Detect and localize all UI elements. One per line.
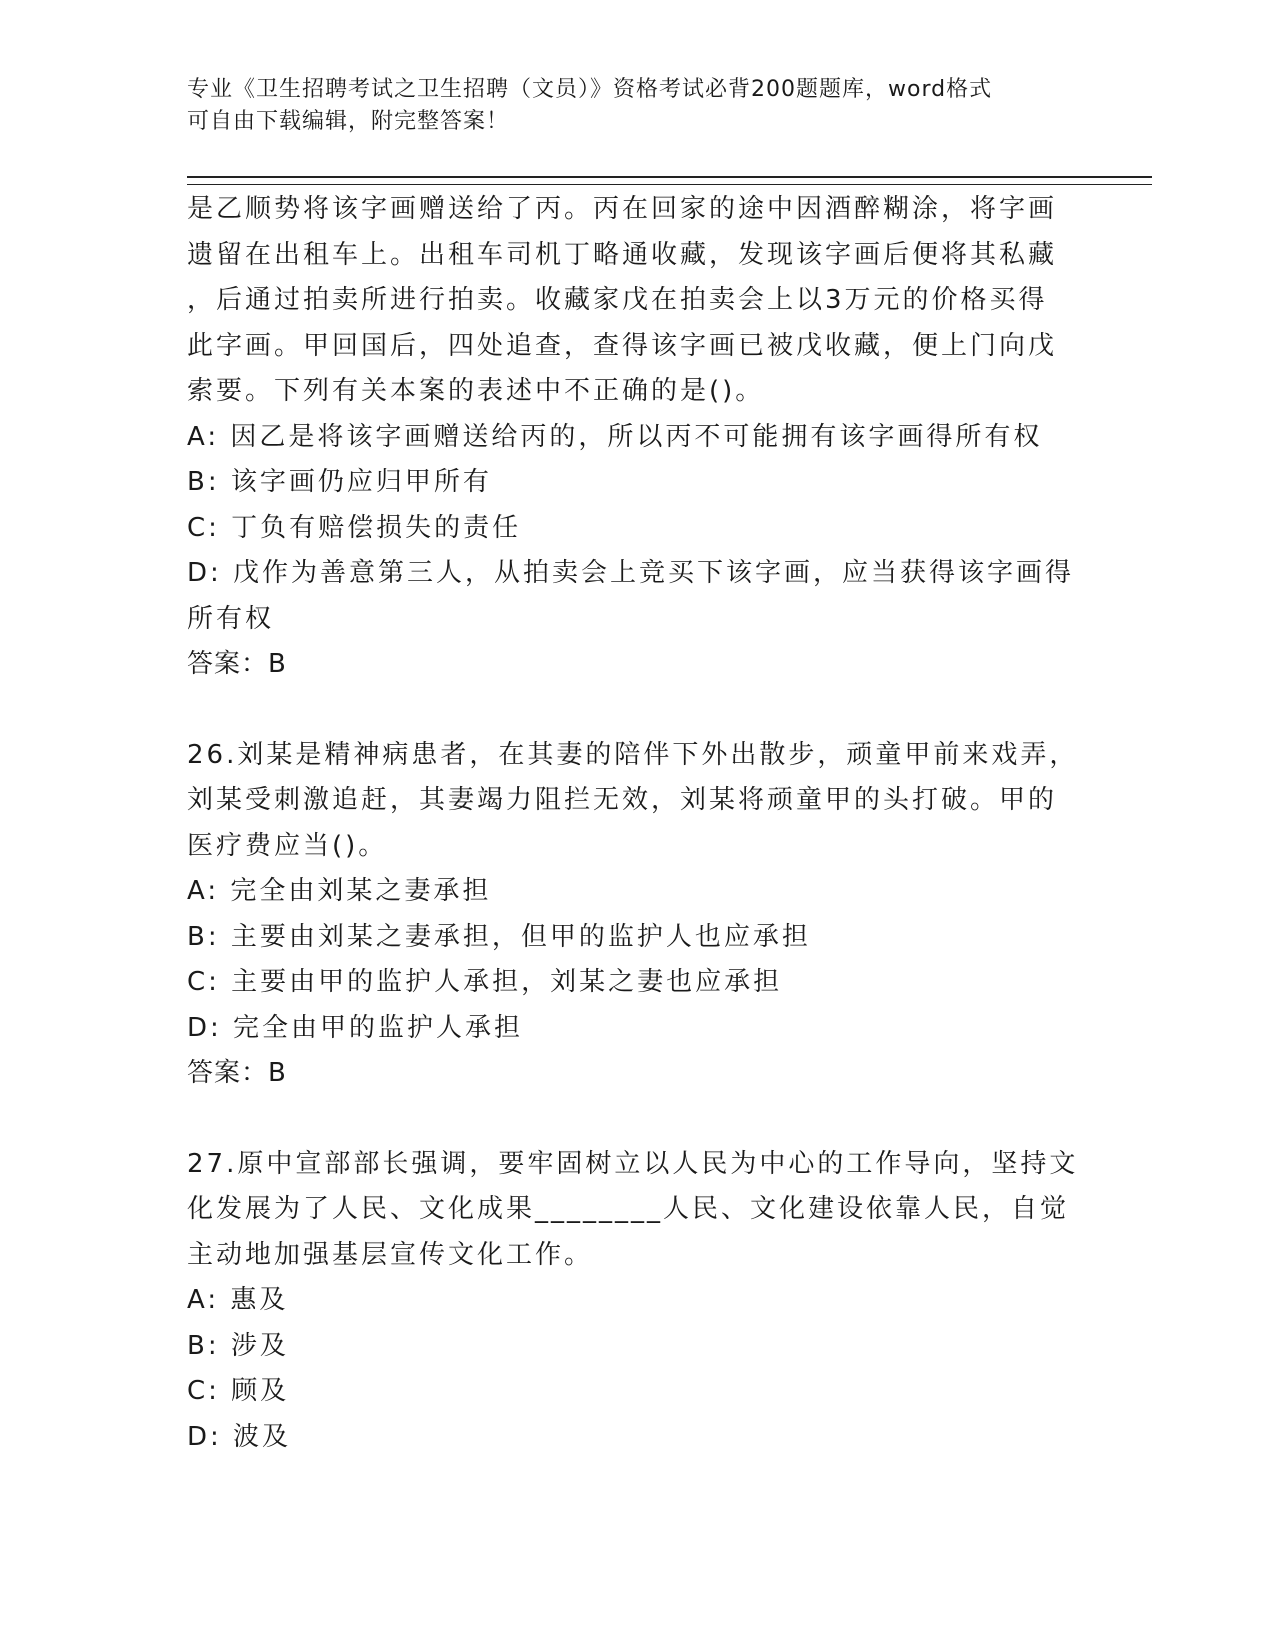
question-25-stem-line-2: 遗留在出租车上。出租车司机丁略通收藏，发现该字画后便将其私藏 xyxy=(187,239,1058,270)
question-26 xyxy=(187,733,1087,1097)
question-25-option-d-line-1: D: 戊作为善意第三人，从拍卖会上竞买下该字画，应当获得该字画得 xyxy=(187,558,1075,588)
question-25-option-d-line-2: 所有权 xyxy=(187,603,275,634)
question-27-option-d: D: 波及 xyxy=(187,1421,292,1452)
question-27-stem-line-1: 27.原中宣部部长强调，要牢固树立以人民为中心的工作导向，坚持文 xyxy=(187,1148,1079,1179)
question-25-answer: 答案：B xyxy=(187,649,287,679)
question-25-option-c: C: 丁负有赔偿损失的责任 xyxy=(187,512,522,543)
question-26-stem-line-2: 刘某受刺激追赶，其妻竭力阻拦无效，刘某将顽童甲的头打破。甲的 xyxy=(187,785,1058,815)
question-26-answer: 答案：B xyxy=(187,1058,287,1088)
question-26-option-c: C: 主要由甲的监护人承担，刘某之妻也应承担 xyxy=(187,967,783,997)
question-25-option-b: B: 该字画仍应归甲所有 xyxy=(187,467,492,497)
question-27-stem-line-2: 化发展为了人民、文化成果________人民、文化建设依靠人民，自觉 xyxy=(187,1194,1070,1224)
document-header xyxy=(187,74,1067,138)
question-27-option-c: C: 顾及 xyxy=(187,1376,290,1406)
question-25 xyxy=(187,187,1087,688)
question-25-stem-line-5: 索要。下列有关本案的表述中不正确的是()。 xyxy=(187,376,765,406)
question-26-stem-line-1: 26.刘某是精神病患者，在其妻的陪伴下外出散步，顽童甲前来戏弄， xyxy=(187,739,1079,770)
question-27-option-b: B: 涉及 xyxy=(187,1330,289,1361)
question-25-option-a: A: 因乙是将该字画赠送给丙的，所以丙不可能拥有该字画得所有权 xyxy=(187,421,1043,452)
question-27-stem-line-3: 主动地加强基层宣传文化工作。 xyxy=(187,1239,594,1270)
question-26-option-a: A: 完全由刘某之妻承担 xyxy=(187,876,492,906)
question-25-stem-line-4: 此字画。甲回国后，四处追查，查得该字画已被戊收藏，便上门向戊 xyxy=(187,330,1058,361)
question-27 xyxy=(187,1142,1087,1461)
question-26-option-b: B: 主要由刘某之妻承担，但甲的监护人也应承担 xyxy=(187,921,811,952)
question-27-option-a: A: 惠及 xyxy=(187,1285,289,1315)
spacer xyxy=(187,688,1087,733)
header-title-line-2: 可自由下载编辑，附完整答案！ xyxy=(187,109,510,134)
question-26-stem-line-3: 医疗费应当()。 xyxy=(187,830,388,861)
question-25-stem-line-3: ，后通过拍卖所进行拍卖。收藏家戊在拍卖会上以3万元的价格买得 xyxy=(187,285,1048,315)
document-body xyxy=(187,187,1087,1460)
question-25-stem-line-1: 是乙顺势将该字画赠送给了丙。丙在回家的途中因酒醉糊涂，将字画 xyxy=(187,194,1058,224)
spacer xyxy=(187,1097,1087,1142)
header-title-line-1: 专业《卫生招聘考试之卫生招聘（文员）》资格考试必背200题题库，word格式 xyxy=(187,77,993,102)
header-divider xyxy=(187,176,1152,185)
question-26-option-d: D: 完全由甲的监护人承担 xyxy=(187,1012,524,1043)
